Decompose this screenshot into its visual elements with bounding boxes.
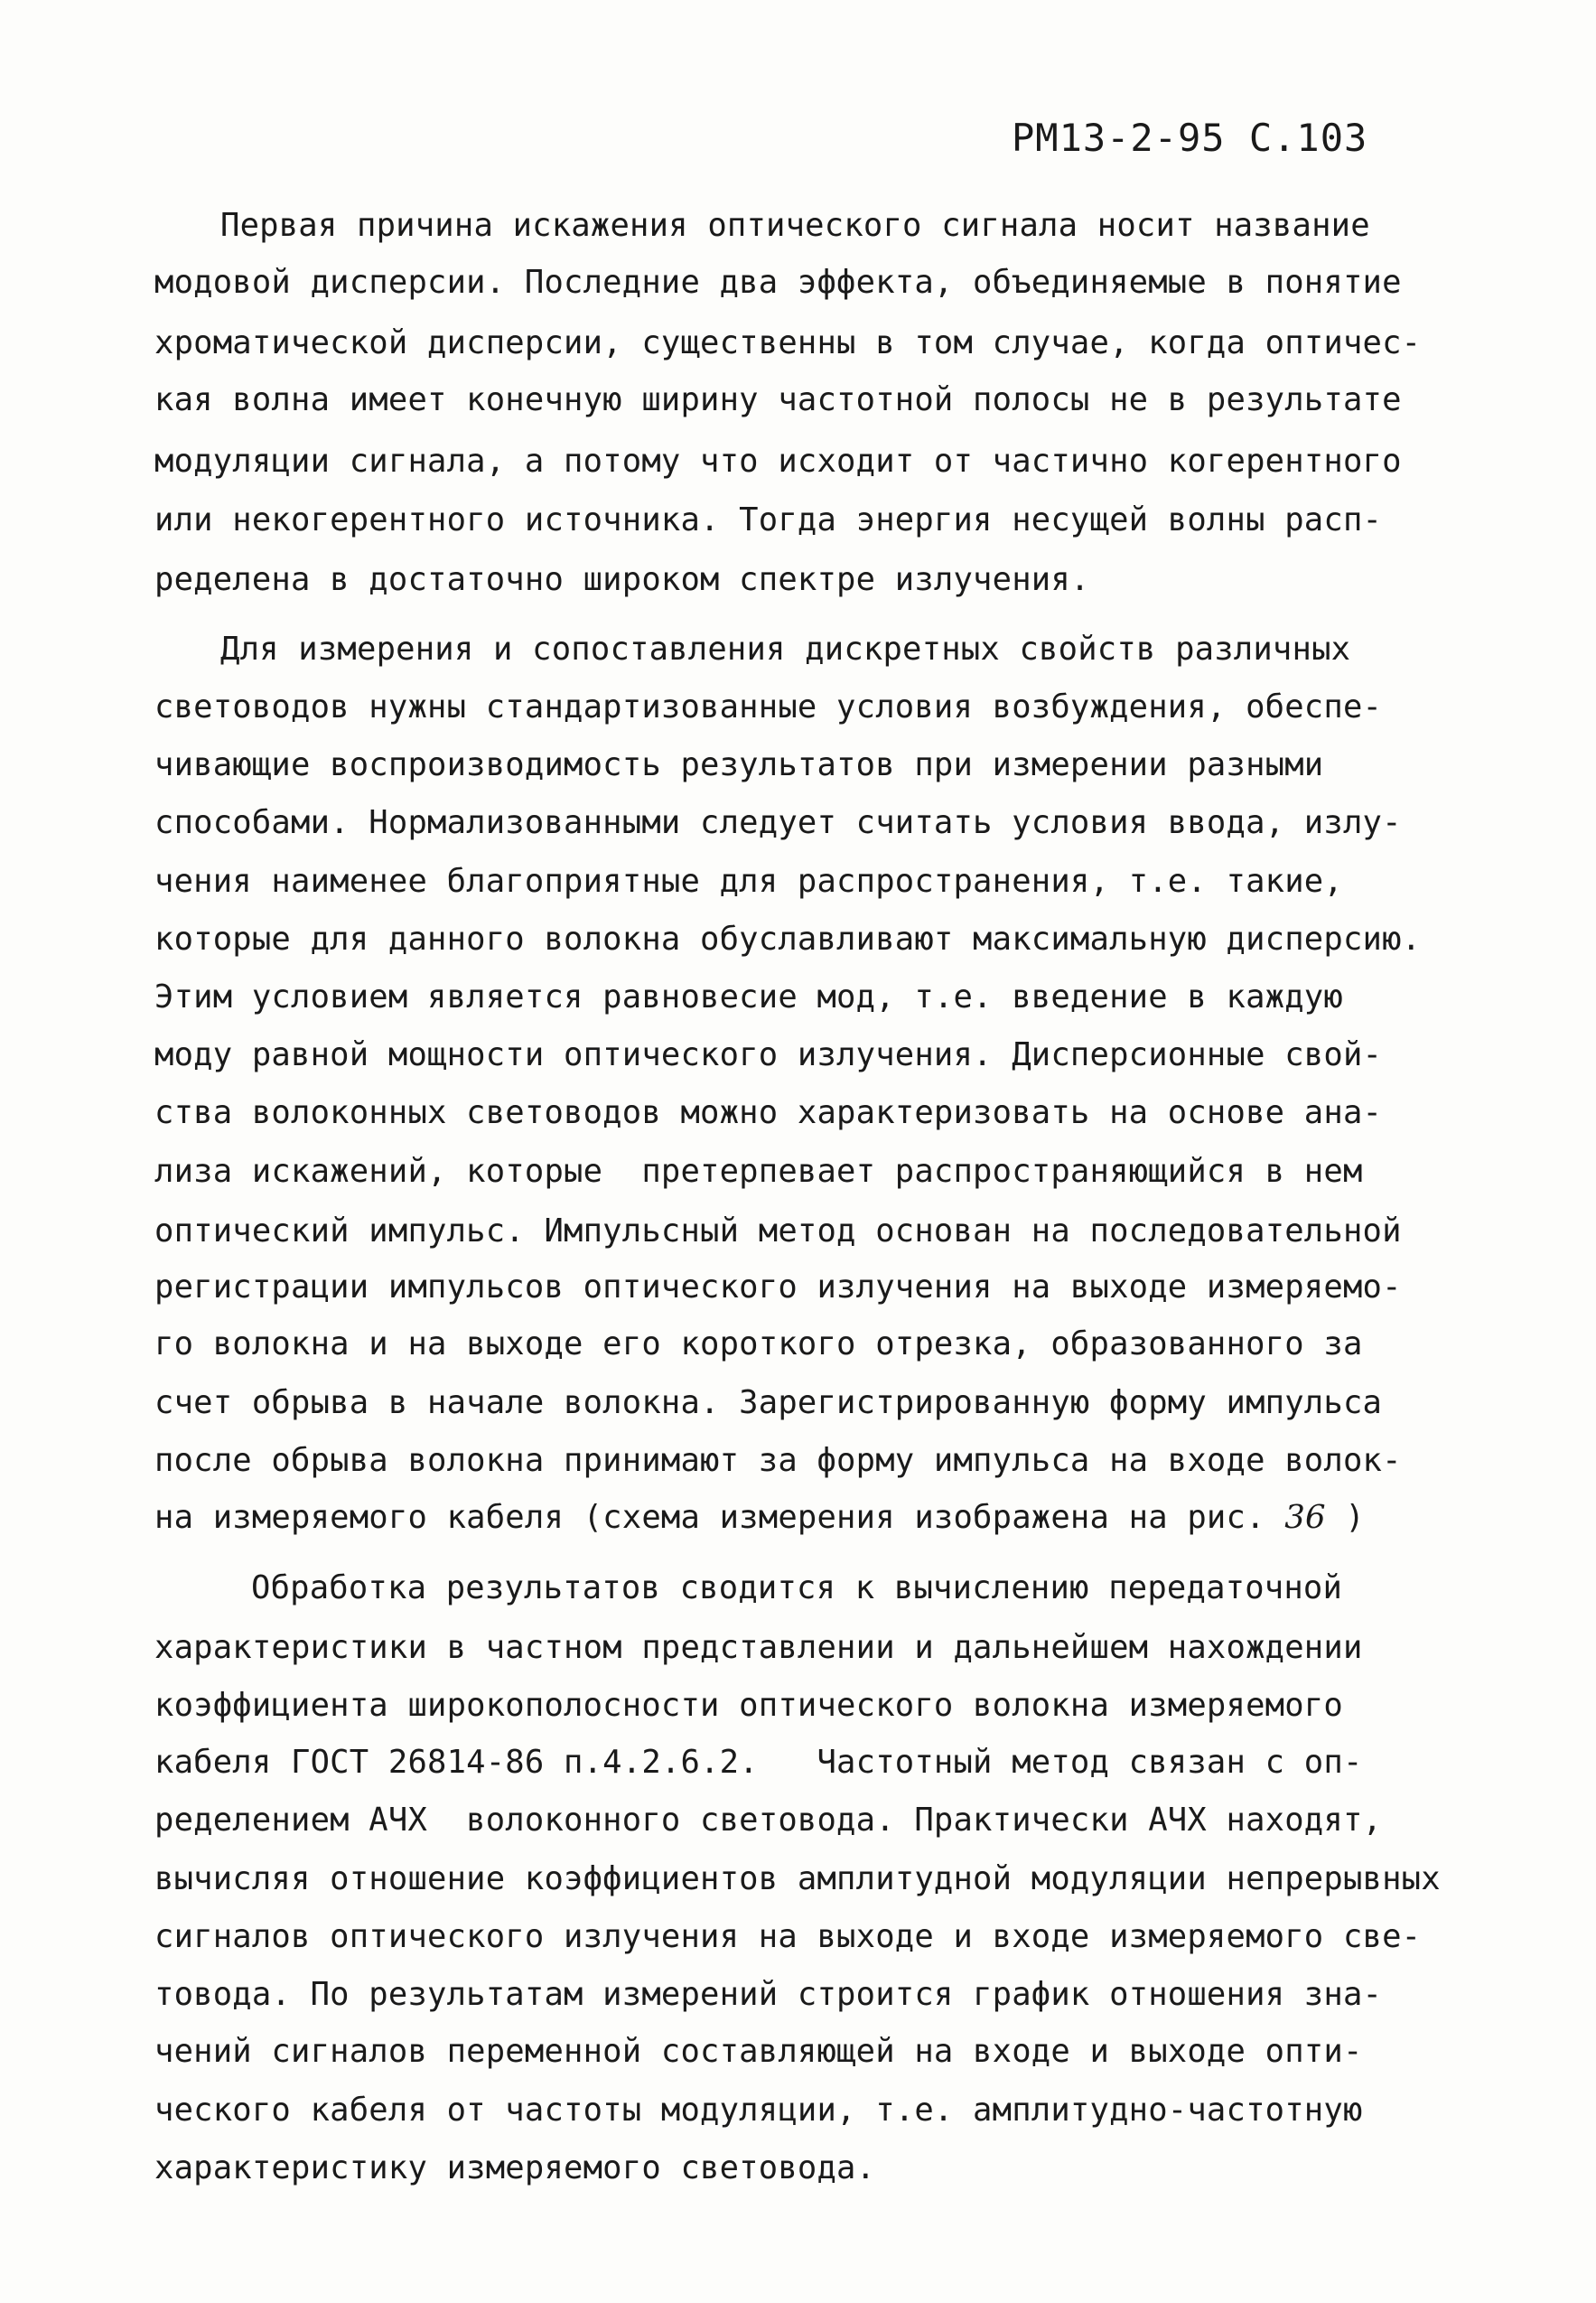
- text-line: чивающие воспроизводимость результатов при измерении разными: [154, 746, 1324, 783]
- text-line: чений сигналов переменной составляющей на входе и выходе опти-: [154, 2033, 1363, 2070]
- text-line: Для измерения и сопоставления дискретных свойств различных: [220, 631, 1351, 668]
- text-line: го волокна и на выходе его короткого отрезка, образованного за: [154, 1325, 1363, 1362]
- figure-reference: 36: [1284, 1499, 1326, 1536]
- text-line: вычисляя отношение коэффициентов амплитудной модуляции непрерывных: [154, 1860, 1441, 1897]
- text-segment: на измеряемого кабеля (схема измерения изображена на рис.: [154, 1499, 1285, 1536]
- text-line: ства волоконных световодов можно характеризовать на основе ана-: [154, 1094, 1383, 1131]
- text-segment: ): [1325, 1499, 1365, 1536]
- text-line: моду равной мощности оптического излучения. Дисперсионные свой-: [154, 1036, 1383, 1073]
- text-line: ределена в достаточно широком спектре излучения.: [154, 561, 1090, 598]
- text-line: или некогерентного источника. Тогда энергия несущей волны расп-: [154, 501, 1383, 538]
- text-line: световодов нужны стандартизованные условия возбуждения, обеспе-: [154, 688, 1383, 726]
- text-line: характеристику измеряемого световода.: [154, 2149, 876, 2186]
- text-line-with-figure-ref: [154, 1499, 1365, 1536]
- text-line: оптический импульс. Импульсный метод основан на последовательной: [154, 1212, 1402, 1250]
- text-line: счет обрыва в начале волокна. Зарегистрированную форму импульса: [154, 1384, 1383, 1421]
- text-line: хроматической дисперсии, существенны в том случае, когда оптичес-: [154, 324, 1422, 361]
- text-line: после обрыва волокна принимают за форму импульса на входе волок-: [154, 1442, 1402, 1479]
- text-line: товода. По результатам измерений строится график отношения зна-: [154, 1976, 1383, 2013]
- text-line: Обработка результатов сводится к вычислению передаточной: [251, 1569, 1343, 1606]
- text-line: Первая причина искажения оптического сигнала носит название: [220, 207, 1370, 244]
- page-header: РМ13-2-95 С.103: [1012, 116, 1368, 160]
- text-line: кая волна имеет конечную ширину частотной полосы не в результате: [154, 381, 1402, 418]
- text-line: модуляции сигнала, а потому что исходит от частично когерентного: [154, 443, 1402, 480]
- text-line: которые для данного волокна обуславливают максимальную дисперсию.: [154, 921, 1422, 958]
- text-line: лиза искажений, которые претерпевает распространяющийся в нем: [154, 1153, 1363, 1190]
- text-line: ческого кабеля от частоты модуляции, т.е. амплитудно-частотную: [154, 2092, 1363, 2129]
- text-line: коэффициента широкополосности оптического волокна измеряемого: [154, 1687, 1343, 1724]
- text-line: характеристики в частном представлении и дальнейшем нахождении: [154, 1629, 1363, 1666]
- text-line: модовой дисперсии. Последние два эффекта, объединяемые в понятие: [154, 264, 1402, 301]
- text-line: способами. Нормализованными следует считать условия ввода, излу-: [154, 804, 1402, 841]
- text-line: Этим условием является равновесие мод, т.е. введение в каждую: [154, 978, 1343, 1016]
- text-line: чения наименее благоприятные для распространения, т.е. такие,: [154, 863, 1343, 900]
- text-line: ределением АЧХ волоконного световода. Практически АЧХ находят,: [154, 1802, 1383, 1839]
- text-line: сигналов оптического излучения на выходе и входе измеряемого све-: [154, 1918, 1422, 1955]
- text-line: регистрации импульсов оптического излучения на выходе измеряемо-: [154, 1269, 1402, 1306]
- text-line: кабеля ГОСТ 26814-86 п.4.2.6.2. Частотный метод связан с оп-: [154, 1744, 1363, 1781]
